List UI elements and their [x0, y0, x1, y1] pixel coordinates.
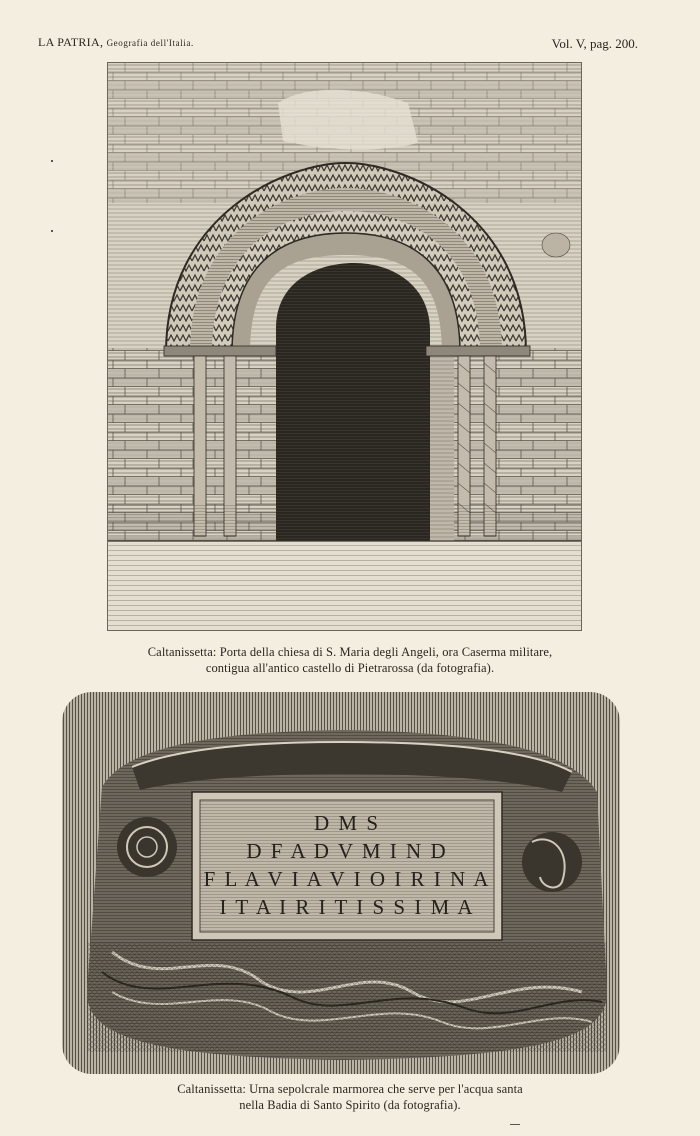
print-mark: [51, 160, 53, 162]
caption-line: nella Badia di Santo Spirito (da fotografia).: [239, 1098, 461, 1112]
inscription-line: I T A I R I T I S S I M A: [219, 895, 475, 919]
caption-line: contigua all'antico castello di Pietrarossa (da fotografia).: [205, 661, 495, 675]
series-name: LA PATRIA,: [38, 35, 104, 49]
print-mark: [510, 1124, 520, 1125]
portal-engraving: [107, 62, 582, 631]
series-title: [38, 35, 194, 50]
volume-page: Vol. V, pag. 200.: [551, 36, 638, 51]
caption-line: Caltanissetta: Urna sepolcrale marmorea che serve per l'acqua santa: [177, 1082, 523, 1096]
print-mark: [51, 230, 53, 232]
urn-caption: [60, 1081, 640, 1113]
series-subtitle: Geografia dell'Italia.: [106, 38, 194, 48]
inscription-line: D F A D V M I N D: [246, 839, 448, 863]
inscription-line: D M S: [313, 811, 381, 835]
urn-engraving: [62, 692, 620, 1074]
urn-illustration: [62, 692, 620, 1074]
inscription-line: F L A V I A V I O I R I N A: [203, 867, 491, 891]
portal-caption: [60, 644, 640, 676]
portal-illustration: [108, 63, 581, 630]
caption-line: Caltanissetta: Porta della chiesa di S. Maria degli Angeli, ora Caserma militare,: [147, 645, 553, 659]
